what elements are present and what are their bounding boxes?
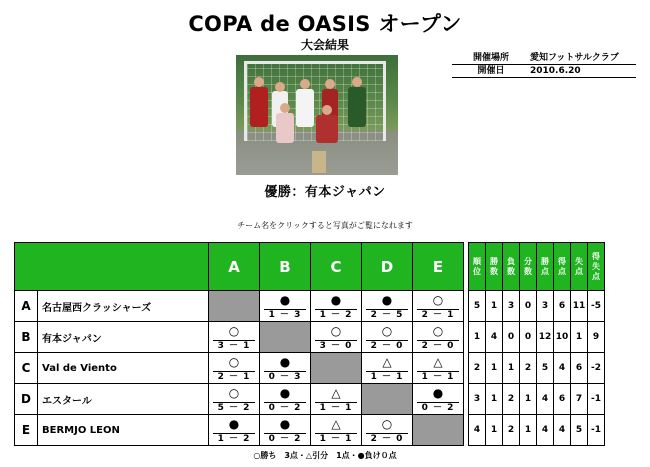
match-score: 1 － 2: [213, 433, 255, 444]
match-result-cell: [260, 384, 311, 415]
table-row: [15, 415, 605, 446]
match-score: 2 － 5: [366, 309, 408, 320]
stat-value: 4: [554, 415, 571, 446]
match-result-cell: [362, 291, 413, 322]
results-table: [14, 242, 605, 446]
match-score: 0 － 2: [417, 402, 459, 413]
stat-value: 4: [486, 322, 503, 353]
venue-value: 愛知フットサルクラブ: [530, 53, 619, 63]
stat-value: 6: [571, 353, 588, 384]
stat-value: 1: [520, 415, 537, 446]
team-name-link[interactable]: エスタール: [38, 384, 209, 415]
venue-label: 開催場所: [472, 53, 509, 63]
match-score: 3 － 1: [213, 340, 255, 351]
result-mark: ○: [432, 293, 444, 307]
stat-value: -2: [588, 353, 605, 384]
stat-value: 11: [571, 291, 588, 322]
match-result-cell: [260, 353, 311, 384]
stat-value: 7: [571, 384, 588, 415]
stat-header-6: 失 点: [571, 243, 588, 291]
stat-value: 5: [537, 353, 554, 384]
match-result-cell: [311, 322, 362, 353]
match-score: 1 － 1: [417, 371, 459, 382]
instruction-note: チーム名をクリックすると写真がご覧になれます: [237, 221, 413, 230]
match-score: 2 － 0: [417, 340, 459, 351]
stat-value: 12: [537, 322, 554, 353]
result-mark: △: [331, 417, 341, 431]
stat-value: 9: [588, 322, 605, 353]
stat-value: 1: [486, 353, 503, 384]
match-score: 1 － 1: [315, 433, 357, 444]
result-mark: ○: [228, 355, 240, 369]
stat-value: 5: [571, 415, 588, 446]
page-title: COPA de OASIS オープン: [188, 12, 462, 36]
stat-value: 1: [503, 353, 520, 384]
stat-value: -1: [588, 384, 605, 415]
match-score: 0 － 2: [264, 402, 306, 413]
result-mark: ○: [432, 324, 444, 338]
match-score: 1 － 2: [315, 309, 357, 320]
stat-value: 3: [537, 291, 554, 322]
match-score: 3 － 0: [315, 340, 357, 351]
result-mark: ●: [228, 417, 240, 431]
match-result-cell: [311, 415, 362, 446]
stat-value: 6: [554, 384, 571, 415]
stat-value: 1: [486, 384, 503, 415]
match-score: 2 － 0: [366, 340, 408, 351]
stat-value: 1: [486, 415, 503, 446]
match-result-cell: [260, 291, 311, 322]
stat-value: 1: [520, 384, 537, 415]
column-header-e: E: [413, 243, 464, 291]
row-letter: C: [15, 353, 38, 384]
stat-value: 1: [469, 322, 486, 353]
result-mark: ●: [279, 293, 291, 307]
match-result-cell: [209, 384, 260, 415]
stat-value: 5: [469, 291, 486, 322]
stat-value: 4: [469, 415, 486, 446]
stat-value: 2: [503, 415, 520, 446]
date-label: 開催日: [477, 66, 505, 76]
match-result-cell: [311, 384, 362, 415]
team-name-link[interactable]: Val de Viento: [38, 353, 209, 384]
stat-value: 2: [503, 384, 520, 415]
match-score: 0 － 2: [264, 433, 306, 444]
self-match-cell: [413, 415, 464, 446]
match-score: 1 － 1: [315, 402, 357, 413]
stat-value: 2: [469, 353, 486, 384]
stat-value: 1: [486, 291, 503, 322]
stat-header-3: 分 数: [520, 243, 537, 291]
event-info: [452, 52, 636, 78]
table-row: [15, 291, 605, 322]
stat-value: 0: [503, 322, 520, 353]
row-letter: A: [15, 291, 38, 322]
match-result-cell: [362, 353, 413, 384]
match-result-cell: [362, 322, 413, 353]
stat-value: -1: [588, 415, 605, 446]
stat-header-7: 得 失 点: [588, 243, 605, 291]
result-mark: ●: [381, 293, 393, 307]
team-photo: [236, 55, 398, 175]
self-match-cell: [362, 384, 413, 415]
match-result-cell: [413, 291, 464, 322]
result-mark: ●: [330, 293, 342, 307]
result-mark: ○: [381, 417, 393, 431]
stat-header-0: 順 位: [469, 243, 486, 291]
stat-value: 10: [554, 322, 571, 353]
stat-header-2: 負 数: [503, 243, 520, 291]
match-result-cell: [362, 415, 413, 446]
stat-header-4: 勝 点: [537, 243, 554, 291]
match-score: 0 － 3: [264, 371, 306, 382]
stat-value: 2: [520, 353, 537, 384]
stat-value: 3: [503, 291, 520, 322]
match-result-cell: [413, 322, 464, 353]
row-letter: E: [15, 415, 38, 446]
date-row: [452, 65, 636, 78]
match-score: 1 － 1: [366, 371, 408, 382]
match-result-cell: [209, 415, 260, 446]
match-score: 5 － 2: [213, 402, 255, 413]
match-result-cell: [209, 353, 260, 384]
match-result-cell: [413, 384, 464, 415]
stat-value: 4: [554, 353, 571, 384]
result-mark: ○: [228, 386, 240, 400]
self-match-cell: [311, 353, 362, 384]
stat-value: 4: [537, 415, 554, 446]
match-score: 2 － 1: [417, 309, 459, 320]
row-letter: D: [15, 384, 38, 415]
team-name-link[interactable]: 有本ジャパン: [38, 322, 209, 353]
result-mark: ●: [279, 386, 291, 400]
result-mark: ●: [279, 355, 291, 369]
match-result-cell: [311, 291, 362, 322]
stat-value: 0: [520, 322, 537, 353]
result-mark: △: [331, 386, 341, 400]
table-row: [15, 322, 605, 353]
row-letter: B: [15, 322, 38, 353]
result-mark: ○: [330, 324, 342, 338]
match-score: 1 － 3: [264, 309, 306, 320]
venue-row: [452, 52, 636, 65]
match-result-cell: [209, 322, 260, 353]
stat-value: 3: [469, 384, 486, 415]
column-header-b: B: [260, 243, 311, 291]
result-mark: ○: [381, 324, 393, 338]
self-match-cell: [209, 291, 260, 322]
result-mark: △: [382, 355, 392, 369]
table-row: [15, 353, 605, 384]
page-subtitle: 大会結果: [300, 38, 349, 52]
stat-value: 6: [554, 291, 571, 322]
team-name-link[interactable]: 名古屋西クラッシャーズ: [38, 291, 209, 322]
match-result-cell: [413, 353, 464, 384]
stat-value: 1: [571, 322, 588, 353]
result-mark: △: [433, 355, 443, 369]
stat-header-1: 勝 数: [486, 243, 503, 291]
result-mark: ○: [228, 324, 240, 338]
legend: ○勝ち 3点・△引分 1点・●負け０点: [253, 451, 397, 460]
results-grid: [14, 242, 605, 446]
stat-value: 0: [520, 291, 537, 322]
stat-value: 4: [537, 384, 554, 415]
match-score: 2 － 0: [366, 433, 408, 444]
match-score: 2 － 1: [213, 371, 255, 382]
date-value: 2010.6.20: [530, 66, 581, 76]
column-header-c: C: [311, 243, 362, 291]
match-result-cell: [260, 415, 311, 446]
header-blank: [15, 243, 209, 291]
team-name-link[interactable]: BERMJO LEON: [38, 415, 209, 446]
winner-caption: 優勝：有本ジャパン: [264, 185, 386, 200]
column-header-d: D: [362, 243, 413, 291]
column-header-a: A: [209, 243, 260, 291]
result-mark: ●: [432, 386, 444, 400]
result-mark: ●: [279, 417, 291, 431]
stat-header-5: 得 点: [554, 243, 571, 291]
self-match-cell: [260, 322, 311, 353]
table-row: [15, 384, 605, 415]
stat-value: -5: [588, 291, 605, 322]
